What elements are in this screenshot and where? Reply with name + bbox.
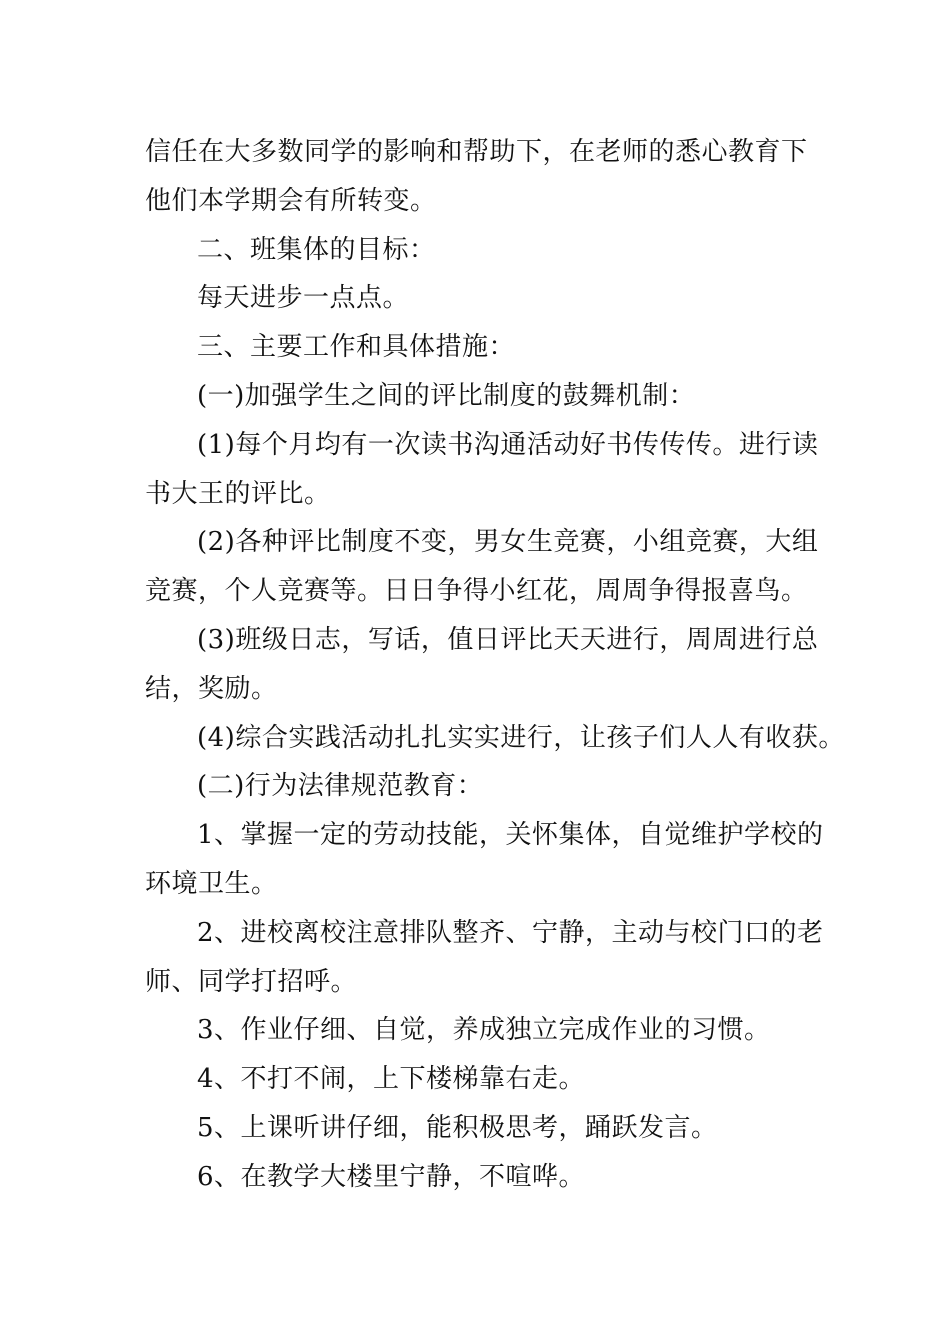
text-line: 竞赛，个人竞赛等。日日争得小红花，周周争得报喜鸟。 xyxy=(145,576,808,607)
text-line: (4)综合实践活动扎扎实实进行，让孩子们人人有收获。 xyxy=(197,722,845,753)
text-line: 环境卫生。 xyxy=(145,868,278,899)
list-item: 2、进校离校注意排队整齐、宁静，主动与校门口的老 xyxy=(197,917,824,948)
text-line: (2)各种评比制度不变，男女生竞赛，小组竞赛，大组 xyxy=(197,527,819,558)
text-line: (1)每个月均有一次读书沟通活动好书传传传。进行读 xyxy=(197,429,819,460)
section-heading: 二、班集体的目标： xyxy=(197,234,436,265)
text-line: 师、同学打招呼。 xyxy=(145,966,358,997)
text-line: (3)班级日志，写话，值日评比天天进行，周周进行总 xyxy=(197,624,819,655)
text-line: 书大王的评比。 xyxy=(145,478,331,509)
list-item: 5、上课听讲仔细，能积极思考，踊跃发言。 xyxy=(197,1112,718,1143)
subsection-heading: (二)行为法律规范教育： xyxy=(197,771,484,802)
list-item: 3、作业仔细、自觉，养成独立完成作业的习惯。 xyxy=(197,1015,771,1046)
subsection-heading: (一)加强学生之间的评比制度的鼓舞机制： xyxy=(197,380,696,411)
text-line: 结，奖励。 xyxy=(145,673,278,704)
list-item: 6、在教学大楼里宁静，不喧哗。 xyxy=(197,1161,586,1192)
document-body xyxy=(145,128,845,1202)
text-line: 信任在大多数同学的影响和帮助下，在老师的悉心教育下 xyxy=(145,137,808,167)
text-line: 每天进步一点点。 xyxy=(197,283,410,314)
list-item: 4、不打不闹，上下楼梯靠右走。 xyxy=(197,1064,586,1095)
text-line: 他们本学期会有所转变。 xyxy=(145,185,437,216)
section-heading: 三、主要工作和具体措施： xyxy=(197,332,516,363)
list-item: 1、掌握一定的劳动技能，关怀集体，自觉维护学校的 xyxy=(197,820,824,851)
